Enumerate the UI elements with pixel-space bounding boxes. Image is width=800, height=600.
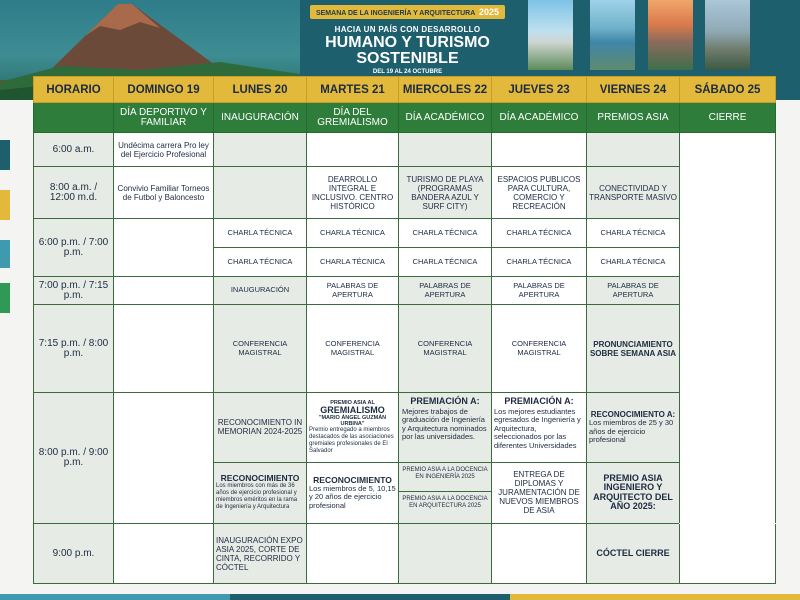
time-cell: 8:00 a.m. / 12:00 m.d. [34,167,114,219]
reconocimiento-body: Los miembros de 5, 10,15 y 20 años de ejercicio profesional [309,483,396,510]
table-row [34,524,776,584]
time-cell: 7:15 p.m. / 8:00 p.m. [34,305,114,393]
theme-wednesday: DÍA ACADÉMICO [399,103,492,133]
photo-pier [590,0,635,70]
side-mark-teal [0,140,10,170]
premio-title: GREMIALISMO [320,404,385,415]
empty-cell [114,305,214,393]
schedule-cell: INAUGURACIÓN [214,277,307,305]
premio-name: "MARIO ÁNGEL GUZMÁN URBINA" [318,414,387,427]
reconocimiento-body: Los miembros de 25 y 30 años de ejercicio profesional [589,418,674,444]
schedule-cell: CHARLA TÉCNICA [307,219,399,248]
empty-cell [399,524,492,584]
premio-pre-label: PREMIO ASIA AL [330,399,375,406]
empty-cell [399,133,492,167]
schedule-cell: PALABRAS DE APERTURA [399,277,492,305]
theme-monday: INAUGURACIÓN [214,103,307,133]
schedule-cell: PREMIO ASIA INGENIERO Y ARQUITECTO DEL AÑO 2025: [587,462,680,523]
schedule-cell: CHARLA TÉCNICA [492,219,587,248]
premiacion-body: Mejores trabajos de graduación de Ingeniería y Arquitectura nominados por las universidades. [402,406,487,441]
table-row [34,133,776,167]
schedule-cell [492,393,587,463]
schedule-cell [399,393,492,524]
schedule-cell: CHARLA TÉCNICA [307,248,399,277]
tag-line: HACIA UN PAÍS CON DESARROLLO [334,25,481,34]
schedule-cell: TURISMO DE PLAYA (PROGRAMAS BANDERA AZUL Y SURF CITY) [399,167,492,219]
schedule-cell: CHARLA TÉCNICA [399,248,492,277]
schedule-cell: PALABRAS DE APERTURA [307,277,399,305]
table-row [34,167,776,219]
premiacion-title: PREMIACIÓN A: [504,396,574,406]
empty-cell-saturday [680,133,776,524]
table-row [34,305,776,393]
schedule-cell [587,393,680,463]
empty-cell [114,393,214,524]
side-mark-blue [0,240,10,268]
main-title-line-1: HUMANO Y TURISMO [325,34,490,51]
day-header-row [34,77,776,103]
schedule-cell [214,462,307,523]
day-header-saturday: SÁBADO 25 [680,77,776,103]
main-title-line-2: SOSTENIBLE [356,50,459,67]
premio-docencia-ingenieria: PREMIO ASIA A LA DOCENCIA EN INGENIERÍA 2025 [399,463,491,492]
time-cell: 8:00 p.m. / 9:00 p.m. [34,393,114,524]
reconocimiento-title: RECONOCIMIENTO A: [590,410,676,419]
theme-saturday: CIERRE [680,103,776,133]
schedule-cell: ENTREGA DE DIPLOMAS Y JURAMENTACIÓN DE NUEVOS MIEMBROS DE ASIA [492,462,587,523]
schedule-cell: CHARLA TÉCNICA [587,219,680,248]
empty-cell-saturday [680,524,776,584]
day-header-thursday: JUEVES 23 [492,77,587,103]
reconocimiento-body: Los miembros con más de 36 años de ejercicio profesional y miembros eméritos en la rama de Ingeniería y Arquitectura [216,483,298,511]
day-header-sunday: DOMINGO 19 [114,77,214,103]
empty-cell [114,219,214,277]
schedule-cell: CHARLA TÉCNICA [214,219,307,248]
schedule-cell: CONFERENCIA MAGISTRAL [492,305,587,393]
premiacion-block [399,393,491,463]
empty-cell [492,524,587,584]
schedule-cell: Undécima carrera Pro ley del Ejercicio Profesional [114,133,214,167]
empty-cell [214,133,307,167]
event-tag: SEMANA DE LA INGENIERÍA Y ARQUITECTURA 2025 [310,5,505,19]
schedule-cell: CONECTIVIDAD Y TRANSPORTE MASIVO [587,167,680,219]
empty-cell [114,277,214,305]
empty-cell [307,133,399,167]
date-line: DEL 19 AL 24 OCTUBRE [372,69,443,75]
photo-building [528,0,573,70]
premio-docencia-arquitectura: PREMIO ASIA A LA DOCENCIA EN ARQUITECTURA 2025 [402,496,488,509]
day-header-friday: VIERNES 24 [587,77,680,103]
footer-stripe-teal [230,594,510,600]
theme-header-row [34,103,776,133]
time-cell: 9:00 p.m. [34,524,114,584]
theme-thursday: DÍA ACADÉMICO [492,103,587,133]
reconocimiento-title: RECONOCIMIENTO [313,474,392,485]
schedule-cell: PRONUNCIAMIENTO SOBRE SEMANA ASIA [587,305,680,393]
theme-friday: PREMIOS ASIA [587,103,680,133]
footer-stripe-blue [0,594,230,600]
theme-tuesday: DÍA DEL GREMIALISMO [307,103,399,133]
premio-body: Premio entregado a miembros destacados de las asociaciones gremiales profesionales de El Salvador [309,426,394,454]
schedule-cell: CÓCTEL CIERRE [587,524,680,584]
empty-cell [114,524,214,584]
footer-stripe-yellow [510,594,800,600]
empty-cell [307,524,399,584]
schedule-table [33,76,776,584]
schedule-cell: CONFERENCIA MAGISTRAL [214,305,307,393]
table-row [34,393,776,463]
empty-cell [587,133,680,167]
photo-coast [648,0,693,70]
schedule-cell: CHARLA TÉCNICA [214,248,307,277]
schedule-cell: DEARROLLO INTEGRAL E INCLUSIVO. CENTRO HISTÓRICO [307,167,399,219]
premiacion-title: PREMIACIÓN A: [410,396,480,406]
reconocimiento-title: RECONOCIMIENTO [220,473,300,484]
schedule-cell: CONFERENCIA MAGISTRAL [399,305,492,393]
photo-highway [705,0,750,70]
table-row [34,277,776,305]
schedule-cell: Convivio Familiar Torneos de Futbol y Baloncesto [114,167,214,219]
schedule-cell: CONFERENCIA MAGISTRAL [307,305,399,393]
schedule-cell: ESPACIOS PUBLICOS PARA CULTURA, COMERCIO Y RECREACIÓN [492,167,587,219]
day-header-monday: LUNES 20 [214,77,307,103]
schedule-cell: CHARLA TÉCNICA [399,219,492,248]
side-mark-green [0,283,10,313]
schedule-cell: CHARLA TÉCNICA [492,248,587,277]
table-row [34,219,776,248]
time-cell: 6:00 p.m. / 7:00 p.m. [34,219,114,277]
schedule-cell [307,393,399,463]
empty-cell [214,167,307,219]
schedule-cell: INAUGURACIÓN EXPO ASIA 2025, CORTE DE CINTA, RECORRIDO Y CÓCTEL [214,524,307,584]
time-cell: 6:00 a.m. [34,133,114,167]
time-header: HORARIO [34,77,114,103]
schedule-cell: PALABRAS DE APERTURA [492,277,587,305]
schedule-cell: CHARLA TÉCNICA [587,248,680,277]
schedule-cell: PALABRAS DE APERTURA [587,277,680,305]
theme-sunday: DÍA DEPORTIVO Y FAMILIAR [114,103,214,133]
day-header-tuesday: MARTES 21 [307,77,399,103]
event-year: 2025 [479,7,500,17]
time-cell: 7:00 p.m. / 7:15 p.m. [34,277,114,305]
schedule-cell [307,462,399,523]
premiacion-body: Los mejores estudiantes egresados de Ingeniería y Arquitectura, seleccionados por las diferentes Universidades [494,406,581,450]
theme-header-blank [34,103,114,133]
schedule-cell: RECONOCIMIENTO IN MEMORIAN 2024-2025 [214,393,307,463]
side-mark-yellow [0,190,10,220]
day-header-wednesday: MIERCOLES 22 [399,77,492,103]
empty-cell [492,133,587,167]
